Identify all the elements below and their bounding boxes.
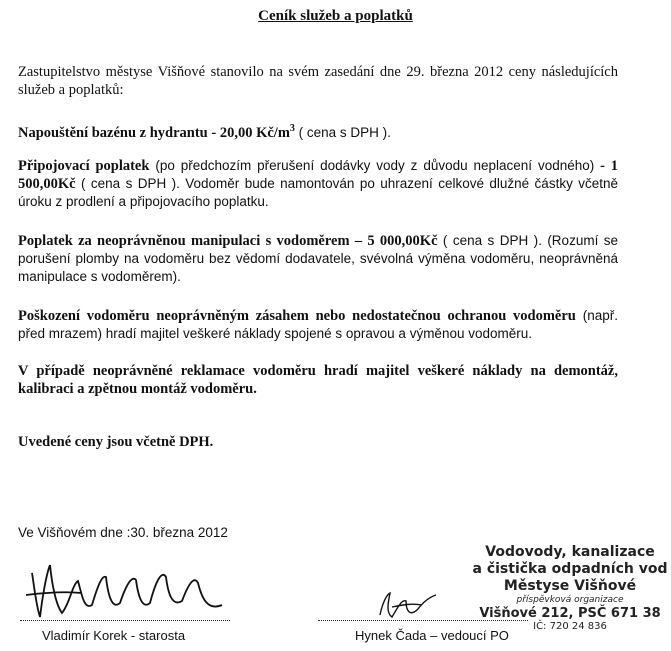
tampering-fee-label: Poplatek za neoprávněnou manipulaci s vodoměrem – 5 000,00Kč <box>18 233 438 249</box>
item-tampering-fee <box>18 232 618 286</box>
item-pool-filling-note: ( cena s DPH ). <box>294 124 391 140</box>
connection-fee-reason: (po předchozím přerušení dodávky vody z důvodu neplacení vodného) <box>149 158 601 173</box>
intro-paragraph: Zastupitelstvo městyse Višňové stanovilo na svém zasedání dne 29. března 2012 ceny následujících služeb a poplatků: <box>18 64 618 98</box>
manager-name: Hynek Čada – vedoucí PO <box>355 628 509 643</box>
meter-damage-label: Poškození vodoměru neoprávněným zásahem nebo nedostatečnou ochranou vodoměru <box>18 308 576 324</box>
stamp-line-5: Višňové 212, PSČ 671 38 <box>479 606 661 621</box>
stamp-line-1: Vodovody, kanalizace <box>485 544 655 560</box>
stamp-line-3: Městyse Višňové <box>503 578 637 594</box>
mayor-signature <box>22 555 242 627</box>
document-title: Ceník služeb a poplatků <box>258 8 413 24</box>
mayor-name: Vladimír Korek - starosta <box>42 628 186 643</box>
item-connection-fee <box>18 157 618 211</box>
connection-fee-price: - 1 500,00Kč <box>18 158 618 192</box>
tampering-fee-note: ( cena s DPH ). (Rozumí se porušení plomby na vodoměru bez vědomí dodavatele, svévolná výměna vodoměru, neoprávněná manipulace s vodoměrem). <box>18 233 619 284</box>
organization-stamp <box>470 544 670 633</box>
item-unjustified-complaint: V případě neoprávněné reklamace vodoměru hradí majitel veškeré náklady na demontáž, kalibraci a zpětnou montáž vodoměru. <box>18 363 618 397</box>
stamp-line-2: a čistička odpadních vod <box>472 561 668 577</box>
vat-note: Uvedené ceny jsou včetně DPH. <box>18 434 214 450</box>
superscript-unit: 3 <box>289 123 295 134</box>
date-line: Ve Višňovém dne :30. března 2012 <box>18 525 228 540</box>
item-pool-filling <box>18 120 618 142</box>
item-pool-filling-price: Napouštění bazénu z hydrantu - 20,00 Kč/m <box>18 124 290 141</box>
stamp-line-6: IČ: 720 24 836 <box>533 621 607 632</box>
stamp-line-4: příspěvková organizace <box>516 595 624 605</box>
item-meter-damage <box>18 307 618 343</box>
manager-signature <box>372 585 442 625</box>
signature-line-left <box>20 620 230 621</box>
meter-damage-note: (např. před mrazem) hradí majitel veškeré náklady spojené s opravou a výměnou vodoměru. <box>18 308 618 341</box>
connection-fee-label: Připojovací poplatek <box>18 158 150 174</box>
connection-fee-note: ( cena s DPH ). Vodoměr bude namontován po uhrazení celkové dlužné částky včetně úroku z prodlení a připojovacího poplatku. <box>18 176 618 209</box>
